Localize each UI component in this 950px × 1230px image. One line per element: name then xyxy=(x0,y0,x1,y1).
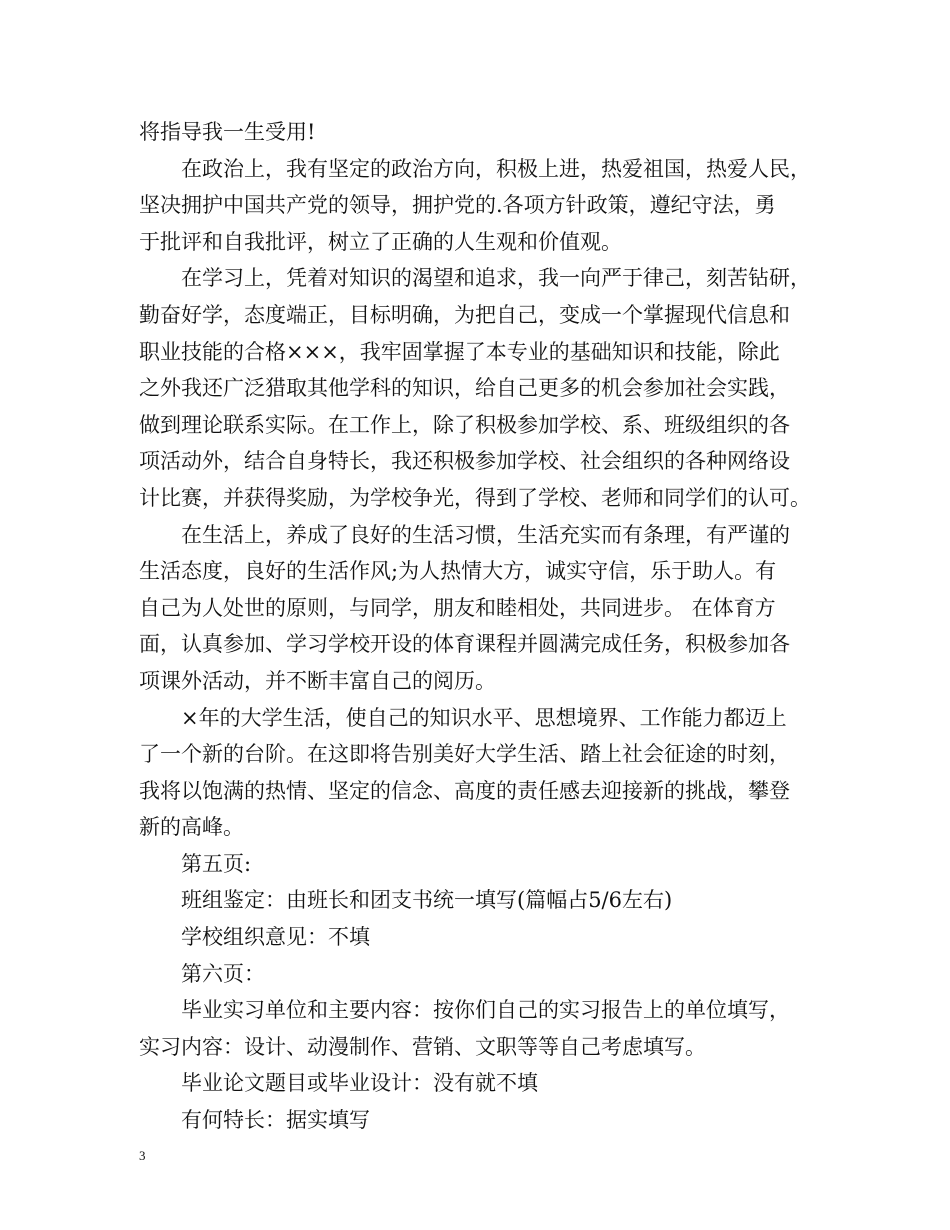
page-number: 3 xyxy=(139,1148,146,1163)
text-line: ×年的大学生活，使自己的知识水平、思想境界、工作能力都迈上 xyxy=(181,705,787,730)
text-line: 项课外活动，并不断丰富自己的阅历。 xyxy=(139,668,496,693)
text-line: 第六页： xyxy=(181,961,265,986)
text-line: 项活动外，结合自身特长，我还积极参加学校、社会组织的各种网络设 xyxy=(139,449,790,474)
text-line: 了一个新的台阶。在这即将告别美好大学生活、踏上社会征途的时刻， xyxy=(139,742,790,767)
text-line: 学校组织意见：不填 xyxy=(181,925,370,950)
text-line: 毕业论文题目或毕业设计：没有就不填 xyxy=(181,1071,538,1096)
text-line: 做到理论联系实际。在工作上，除了积极参加学校、系、班级组织的各 xyxy=(139,412,790,437)
text-line: 新的高峰。 xyxy=(139,815,244,840)
text-line: 自己为人处世的原则，与同学，朋友和睦相处，共同进步。 在体育方 xyxy=(139,595,776,620)
text-line: 第五页: xyxy=(181,851,252,876)
text-line: 于批评和自我批评，树立了正确的人生观和价值观。 xyxy=(139,229,622,254)
text-line: 毕业实习单位和主要内容：按你们自己的实习报告上的单位填写， xyxy=(181,998,790,1023)
text-line: 职业技能的合格×××，我牢固掌握了本专业的基础知识和技能，除此 xyxy=(139,339,780,364)
text-line: 之外我还广泛猎取其他学科的知识，给自己更多的机会参加社会实践， xyxy=(139,376,790,401)
text-line: 在政治上，我有坚定的政治方向，积极上进，热爱祖国，热爱人民， xyxy=(181,156,811,181)
text-line: 坚决拥护中国共产党的领导，拥护党的.各项方针政策，遵纪守法，勇 xyxy=(139,193,776,218)
text-line: 将指导我一生受用! xyxy=(139,120,316,144)
text-line: 在生活上，养成了良好的生活习惯，生活充实而有条理，有严谨的 xyxy=(181,522,790,547)
text-line: 有何特长：据实填写 xyxy=(181,1108,370,1133)
text-line: 我将以饱满的热情、坚定的信念、高度的责任感去迎接新的挑战，攀登 xyxy=(139,778,790,803)
text-line: 生活态度，良好的生活作风;为人热情大方，诚实守信，乐于助人。有 xyxy=(139,559,777,584)
text-line: 计比赛，并获得奖励，为学校争光，得到了学校、老师和同学们的认可。 xyxy=(139,485,811,510)
text-line: 面，认真参加、学习学校开设的体育课程并圆满完成任务，积极参加各 xyxy=(139,632,790,657)
text-line: 勤奋好学，态度端正，目标明确，为把自己，变成一个掌握现代信息和 xyxy=(139,302,790,327)
text-line: 实习内容：设计、动漫制作、营销、文职等等自己考虑填写。 xyxy=(139,1034,706,1059)
text-line: 在学习上，凭着对知识的渴望和追求，我一向严于律己，刻苦钻研， xyxy=(181,266,811,291)
document-body xyxy=(139,114,829,1139)
text-line: 班组鉴定：由班长和团支书统一填写(篇幅占5/6左右) xyxy=(181,888,673,913)
